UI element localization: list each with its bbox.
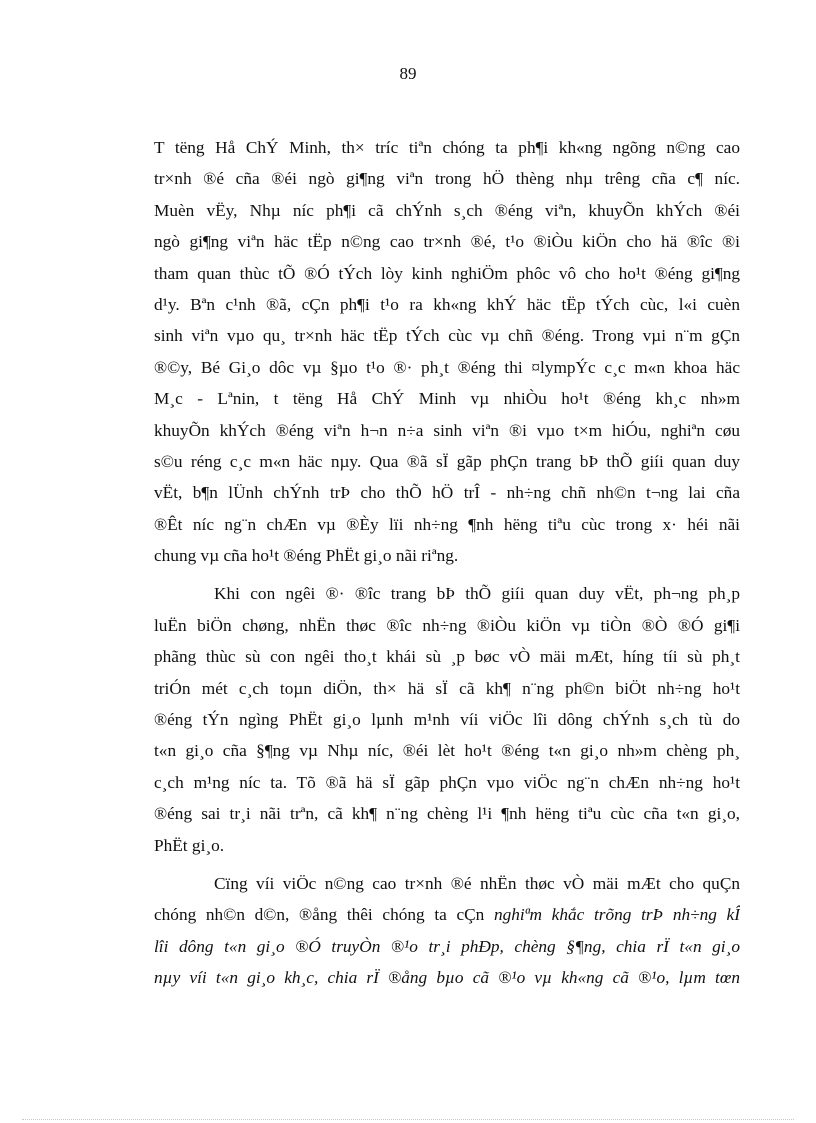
text-line: ®éng sai tr¸i nãi trªn, cã kh¶ n¨ng chèng l¹i ¶nh hëng tiªu cùc cña t«n gi¸o, (154, 804, 740, 824)
text-line: tr×nh ®é cña ®éi ngò gi¶ng viªn trong hÖ thèng nhµ trêng cña c¶ níc. (154, 169, 740, 189)
text-line: luËn biÖn chøng, nhËn thøc ®îc nh÷ng ®iÒu kiÖn vµ tiÒn ®Ò ®Ó gi¶i (154, 615, 740, 635)
text-line (154, 899, 740, 930)
text-line: T tëng Hå ChÝ Minh, th× tríc tiªn chóng ta ph¶i kh«ng ngõng n©ng cao (154, 138, 740, 157)
page-bottom-divider (22, 1119, 794, 1120)
italic-text-segment: nghiªm khắc trõng trÞ nh÷ng kÎ (484, 905, 740, 925)
text-line: c¸ch m¹ng níc ta. Tõ ®ã hä sÏ gãp phÇn vµo viÖc ng¨n chÆn nh÷ng ho¹t (154, 772, 740, 792)
text-line: sinh viªn vµo qu¸ tr×nh häc tËp tÝch cùc vµ chñ ®éng. Trong vµi n¨m gÇn (154, 326, 740, 346)
text-line: triÓn mét c¸ch toµn diÖn, th× hä sÏ cã kh¶ n¨ng ph©n biÖt nh÷ng ho¹t (154, 678, 740, 698)
italic-text-line: lîi dông t«n gi¸o ®Ó truyÒn ®¹o tr¸i phÐp, chèng §¶ng, chia rÏ t«n gi¸o (154, 936, 740, 956)
text-line: khuyÕn khÝch ®éng viªn h¬n n÷a sinh viªn ®i vµo t×m hiÓu, nghiªn cøu (154, 420, 740, 440)
text-line: ®©y, Bé Gi¸o dôc vµ §µo t¹o ®· ph¸t ®éng thi ¤lympÝc c¸c m«n khoa häc (154, 357, 740, 377)
text-line: M¸c - Lªnin, t tëng Hå ChÝ Minh vµ nhiÒu ho¹t ®éng kh¸c nh»m (154, 389, 740, 409)
text-line: Muèn vËy, Nhµ níc ph¶i cã chÝnh s¸ch ®éng viªn, khuyÕn khÝch ®éi (154, 200, 740, 220)
italic-text-line: nµy víi t«n gi¸o kh¸c, chia rÏ ®ång bµo cã ®¹o vµ kh«ng cã ®¹o, lµm tœn (154, 968, 740, 988)
body-text (154, 132, 740, 994)
text-line: chung vµ cña ho¹t ®éng PhËt gi¸o nãi riªng. (154, 546, 459, 566)
text-line: t«n gi¸o cña §¶ng vµ Nhµ níc, ®éi lèt ho¹t ®éng t«n gi¸o nh»m chèng ph¸ (154, 741, 740, 761)
page-number: 89 (399, 64, 417, 83)
text-segment: chóng nh©n d©n, ®ång thêi chóng ta cÇn (154, 905, 485, 925)
text-line: ngò gi¶ng viªn häc tËp n©ng cao tr×nh ®é, t¹o ®iÒu kiÖn cho hä ®îc ®i (154, 232, 740, 252)
paragraph-1 (154, 132, 740, 571)
text-line: ®éng tÝn ngìng PhËt gi¸o lµnh m¹nh víi viÖc lîi dông chÝnh s¸ch tù do (154, 710, 740, 730)
paragraph-gap (154, 571, 740, 578)
text-line: Khi con ngêi ®· ®îc trang bÞ thÕ giíi quan duy vËt, ph¬ng ph¸p (214, 584, 740, 604)
paragraph-2 (154, 578, 740, 861)
text-line: d¹y. Bªn c¹nh ®ã, cÇn ph¶i t¹o ra kh«ng khÝ häc tËp tÝch cùc, l«i cuèn (154, 294, 740, 314)
text-line: phãng thùc sù con ngêi tho¸t khái sù ¸p bøc vÒ mäi mÆt, híng tíi sù ph¸t (154, 647, 740, 667)
paragraph-gap (154, 861, 740, 868)
text-line: s©u réng c¸c m«n häc nµy. Qua ®ã sÏ gãp phÇn trang bÞ thÕ giíi quan duy (154, 451, 740, 471)
text-line: Cïng víi viÖc n©ng cao tr×nh ®é nhËn thøc vÒ mäi mÆt cho quÇn (214, 873, 740, 893)
text-line: PhËt gi¸o. (154, 835, 225, 855)
text-line: ®Êt níc ng¨n chÆn vµ ®Èy lïi nh÷ng ¶nh hëng tiªu cùc trong x· héi nãi (154, 514, 740, 534)
text-line: tham quan thùc tÕ ®Ó tÝch lòy kinh nghiÖm phôc vô cho ho¹t ®éng gi¶ng (154, 263, 740, 283)
text-line: vËt, b¶n lÜnh chÝnh trÞ cho thÕ hÖ trÎ - nh÷ng chñ nh©n t¬ng lai cña (154, 483, 740, 503)
paragraph-3 (154, 868, 740, 994)
